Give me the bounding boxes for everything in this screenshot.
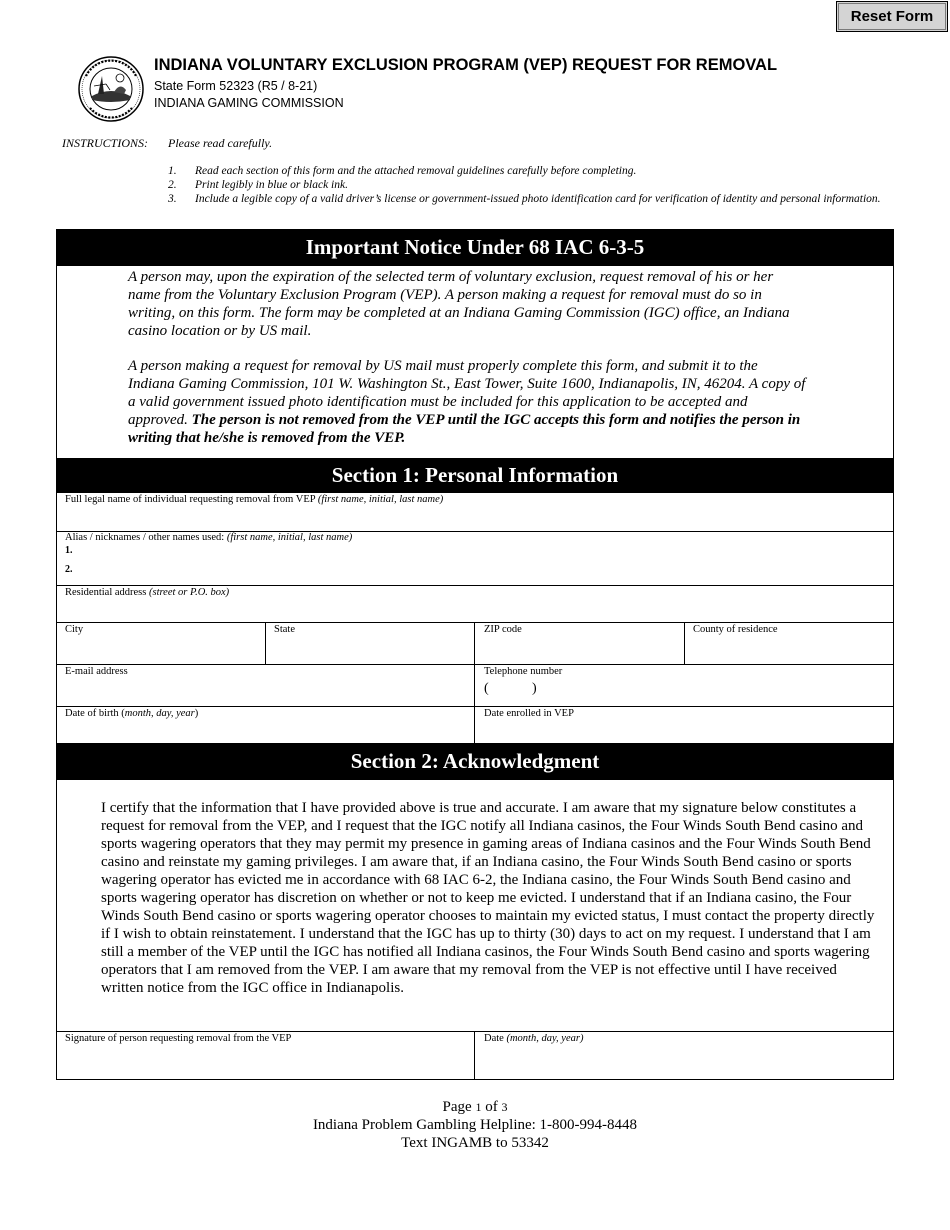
list-item (168, 164, 888, 178)
county-label: County of residence (693, 624, 778, 635)
signature-date-label: Date (month, day, year) (484, 1033, 584, 1044)
notice-heading: Important Notice Under 68 IAC 6-3-5 (56, 229, 894, 266)
list-item-text: Print legibly in blue or black ink. (195, 179, 348, 191)
divider (684, 622, 685, 665)
divider (56, 706, 894, 707)
helpline: Indiana Problem Gambling Helpline: 1-800-994-8448 (312, 1117, 638, 1133)
list-item-number: 3. (168, 193, 177, 205)
state-label: State (274, 624, 295, 635)
divider (56, 622, 894, 623)
list-item-text: Read each section of this form and the attached removal guidelines carefully before completing. (195, 165, 637, 177)
divider (56, 585, 894, 586)
divider (474, 622, 475, 743)
instructions-intro: Please read carefully. (168, 136, 273, 150)
notice-paragraph-2 (128, 357, 808, 447)
list-item (168, 178, 888, 192)
enrolled-label: Date enrolled in VEP (484, 708, 574, 719)
full-name-label: Full legal name of individual requesting removal from VEP (first name, initial, last name) (65, 494, 444, 505)
notice-paragraph-2-text: A person making a request for removal by US mail must properly complete this form, and submit it to the Indiana Gaming Commission, 101 W. Washington St., East Tower, Suite 1600, Indianapolis, IN, 46204. A copy of a valid government issued photo identification must be included for this application to be accepted and approved. (128, 358, 806, 428)
signature-label: Signature of person requesting removal from the VEP (65, 1033, 292, 1044)
email-label: E-mail address (65, 666, 128, 677)
form-number: State Form 52323 (R5 / 8-21) (154, 79, 318, 93)
alias-line-2: 2. (65, 564, 73, 575)
list-item (168, 192, 888, 206)
city-label: City (65, 624, 84, 635)
alias-label: Alias / nicknames / other names used: (first name, initial, last name) (65, 532, 353, 543)
divider (56, 1031, 894, 1032)
list-item-number: 1. (168, 165, 177, 177)
reset-form-button[interactable]: Reset Form (836, 1, 948, 32)
phone-label: Telephone number (484, 666, 563, 677)
divider (56, 664, 894, 665)
page-indicator: Page 1 of 3 (442, 1099, 508, 1115)
instructions-list (168, 164, 888, 206)
dob-label: Date of birth (month, day, year) (65, 708, 199, 719)
section1-heading: Section 1: Personal Information (56, 458, 894, 493)
agency-name: INDIANA GAMING COMMISSION (154, 96, 344, 110)
phone-area-close: ) (532, 681, 537, 696)
text-line: Text INGAMB to 53342 (401, 1135, 549, 1151)
address-label: Residential address (street or P.O. box) (65, 587, 230, 598)
indiana-state-seal (76, 56, 146, 122)
list-item-number: 2. (168, 179, 177, 191)
instructions-label: INSTRUCTIONS: (62, 136, 149, 150)
section2-heading: Section 2: Acknowledgment (56, 743, 894, 780)
notice-paragraph-2-bold: The person is not removed from the VEP until the IGC accepts this form and notifies the person in writing that he/she is removed from the VEP. (128, 412, 801, 446)
divider (265, 622, 266, 665)
alias-line-1: 1. (65, 545, 73, 556)
list-item-text: Include a legible copy of a valid driver’s license or government-issued photo identification card for verification of identity and personal information. (195, 193, 881, 205)
acknowledgment-text: I certify that the information that I have provided above is true and accurate. I am aware that my signature below constitutes a request for removal from the VEP, and I request that the IGC notify all Indiana casinos, the Four Winds South Bend casino and sports wagering operators that they may permit my presence in gaming areas of Indiana casinos and the Four Winds South Bend casino and reinstate my gaming privileges. I am aware that, if an Indiana casino, the Four Winds South Bend casino or sports wagering operator has evicted me in accordance with 68 IAC 6-2, the Indiana casino, the Four Winds South Bend casino and sports wagering operator has discretion on whether or not to keep me evicted. I understand that if an Indiana casino, the Four Winds South Bend casino or sports wagering operator chooses to maintain my evicted status, I must contact the property directly if I wish to obtain reinstatement. I understand that the IGC has up to thirty (30) days to act on my request. I understand that I am still a member of the VEP until the IGC has notified all Indiana casinos, the Four Winds South Bend casino and sports wagering operators that I am removed from the VEP. I am aware that my removal from the VEP is not effective until I have received written notice from the IGC office in Indianapolis. (101, 800, 875, 996)
divider (474, 1031, 475, 1080)
form-title: INDIANA VOLUNTARY EXCLUSION PROGRAM (VEP) REQUEST FOR REMOVAL (154, 56, 778, 74)
notice-paragraph-1: A person may, upon the expiration of the selected term of voluntary exclusion, request removal of his or her name from the Voluntary Exclusion Program (VEP). A person making a request for removal must do so in writing, on this form. The form may be completed at an Indiana Gaming Commission (IGC) office, an Indiana casino location or by US mail. (128, 269, 790, 339)
phone-area-open: ( (484, 681, 489, 696)
zip-label: ZIP code (484, 624, 522, 635)
